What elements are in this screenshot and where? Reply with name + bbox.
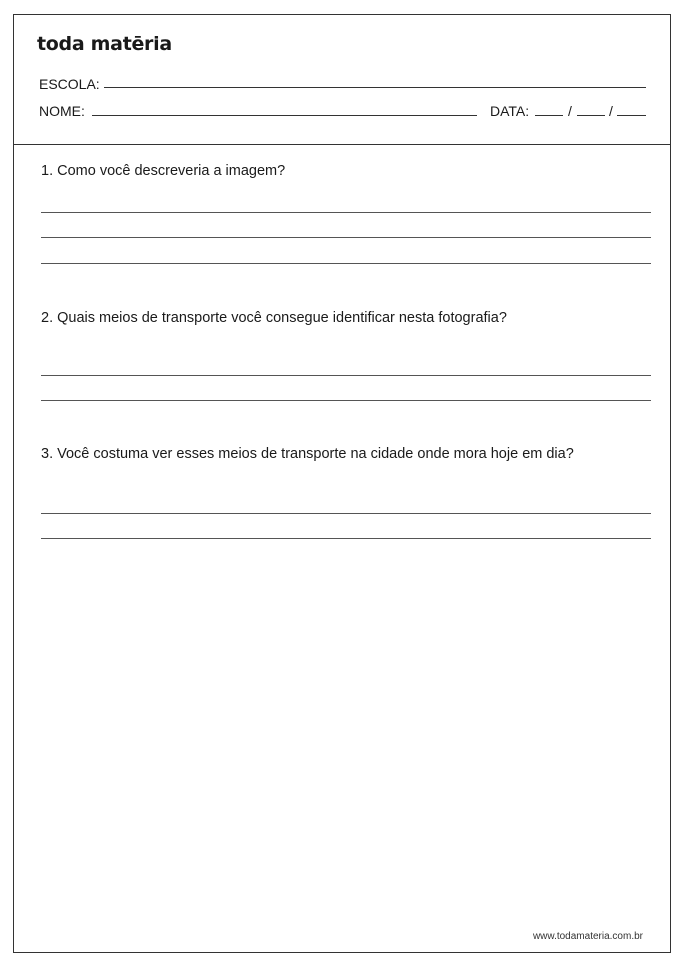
date-day-field[interactable] <box>535 115 563 116</box>
answer-line[interactable] <box>41 237 651 238</box>
worksheet-header <box>14 15 670 145</box>
date-year-field[interactable] <box>617 115 646 116</box>
footer-url: www.todamateria.com.br <box>532 931 643 942</box>
name-label: NOME: <box>39 103 85 119</box>
answer-line[interactable] <box>41 212 651 213</box>
date-separator: / <box>609 103 613 119</box>
answer-line[interactable] <box>41 513 651 514</box>
question-2: 2. Quais meios de transporte você consegue identificar nesta fotografia? <box>41 310 507 326</box>
date-month-field[interactable] <box>577 115 605 116</box>
school-label: ESCOLA: <box>39 76 100 92</box>
question-1: 1. Como você descreveria a imagem? <box>41 163 286 179</box>
answer-line[interactable] <box>41 263 651 264</box>
worksheet-page <box>13 14 671 953</box>
answer-line[interactable] <box>41 375 651 376</box>
brand-logo: toda matēria <box>37 33 172 55</box>
date-label: DATA: <box>490 103 530 119</box>
school-field[interactable] <box>104 87 646 88</box>
answer-line[interactable] <box>41 538 651 539</box>
question-3: 3. Você costuma ver esses meios de transporte na cidade onde mora hoje em dia? <box>41 446 574 462</box>
date-separator: / <box>568 103 572 119</box>
answer-line[interactable] <box>41 400 651 401</box>
name-field[interactable] <box>92 115 477 116</box>
